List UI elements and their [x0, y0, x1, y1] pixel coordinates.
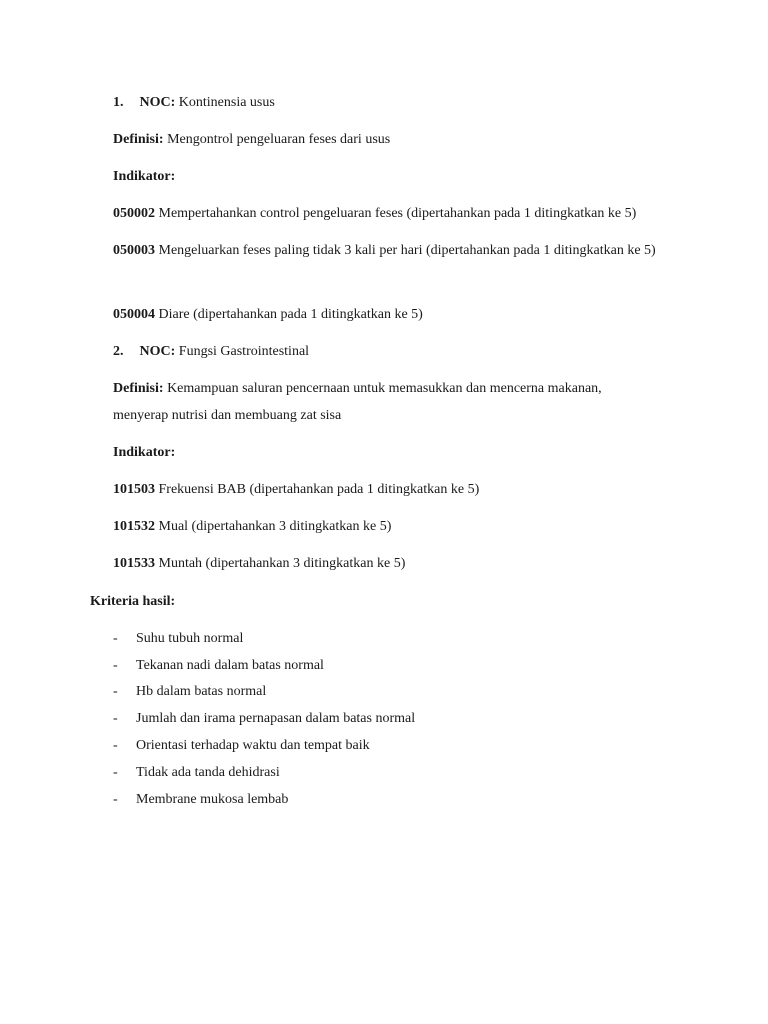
- indicator-text: Mengeluarkan feses paling tidak 3 kali per hari (dipertahankan pada 1 ditingkatkan ke 5): [158, 243, 656, 258]
- criteria-item-text: Orientasi terhadap waktu dan tempat baik: [136, 738, 370, 753]
- section1-noc-title: Kontinensia usus: [178, 95, 275, 110]
- indicator-code: 050004: [113, 307, 155, 322]
- section1-indicator-3: [113, 306, 423, 324]
- indicator-text: Mempertahankan control pengeluaran feses (dipertahankan pada 1 ditingkatkan ke 5): [158, 206, 637, 221]
- section2-definition: [113, 375, 653, 429]
- bullet: -: [113, 792, 118, 807]
- criteria-item-text: Membrane mukosa lembab: [136, 792, 289, 807]
- section2-def-label: Definisi:: [113, 381, 164, 396]
- section2-heading: [113, 343, 309, 361]
- section2-number: 2.: [113, 344, 124, 359]
- criteria-item-text: Hb dalam batas normal: [136, 684, 267, 699]
- bullet: -: [113, 658, 118, 673]
- section2-noc-label: NOC:: [139, 344, 176, 359]
- indicator-text: Diare (dipertahankan pada 1 ditingkatkan ke 5): [158, 307, 423, 322]
- section1-definition: [113, 131, 390, 149]
- section2-indicator-1: [113, 481, 479, 499]
- criteria-item-text: Jumlah dan irama pernapasan dalam batas normal: [136, 711, 416, 726]
- indicator-code: 050003: [113, 243, 155, 258]
- indicator-text: Mual (dipertahankan 3 ditingkatkan ke 5): [158, 519, 392, 534]
- section1-def-label: Definisi:: [113, 132, 164, 147]
- section2-indicator-3: [113, 555, 405, 573]
- indicator-text: Frekuensi BAB (dipertahankan pada 1 ditingkatkan ke 5): [158, 482, 480, 497]
- criteria-item-text: Tekanan nadi dalam batas normal: [136, 658, 324, 673]
- criteria-item-text: Tidak ada tanda dehidrasi: [136, 765, 280, 780]
- section1-number: 1.: [113, 95, 124, 110]
- section2-noc-title: Fungsi Gastrointestinal: [178, 344, 310, 359]
- section1-noc-label: NOC:: [139, 95, 176, 110]
- indicator-code: 101503: [113, 482, 155, 497]
- section1-def-text: Mengontrol pengeluaran feses dari usus: [167, 132, 391, 147]
- bullet: -: [113, 765, 118, 780]
- bullet: -: [113, 631, 118, 646]
- section2-indicator-label: Indikator:: [113, 445, 176, 460]
- indicator-text: Muntah (dipertahankan 3 ditingkatkan ke 5): [158, 556, 406, 571]
- section1-heading: [113, 94, 275, 112]
- bullet: -: [113, 711, 118, 726]
- indicator-code: 101532: [113, 519, 155, 534]
- criteria-item-text: Suhu tubuh normal: [136, 631, 244, 646]
- section2-indicator-2: [113, 518, 391, 536]
- criteria-heading: Kriteria hasil:: [90, 594, 176, 609]
- section1-indicator-1: [113, 205, 636, 223]
- section1-indicator-label: Indikator:: [113, 169, 176, 184]
- indicator-code: 101533: [113, 556, 155, 571]
- bullet: -: [113, 738, 118, 753]
- bullet: -: [113, 684, 118, 699]
- section2-def-text: Kemampuan saluran pencernaan untuk memasukkan dan mencerna makanan, menyerap nutrisi dan membuang zat sisa: [113, 381, 602, 423]
- indicator-code: 050002: [113, 206, 155, 221]
- section1-indicator-2: [113, 237, 673, 264]
